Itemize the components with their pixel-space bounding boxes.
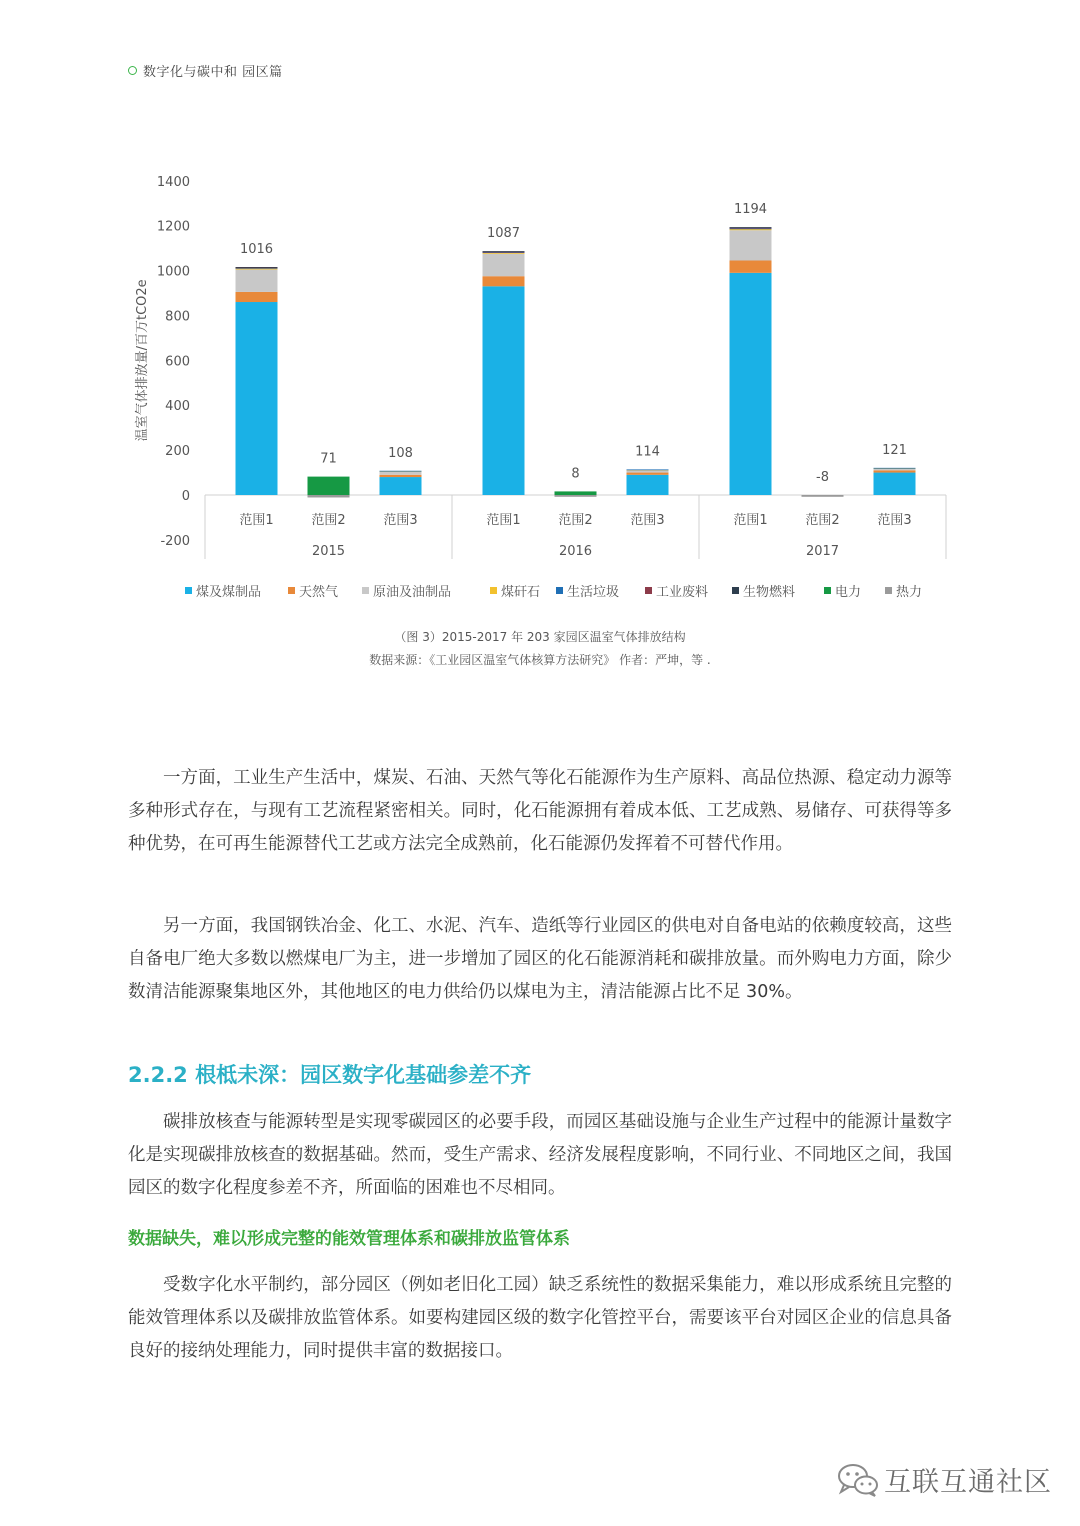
y-tick-label: 800 — [165, 309, 190, 325]
y-tick-label: 1400 — [156, 174, 190, 190]
bar-segment-2017-范围3-天然气 — [874, 470, 916, 472]
bar-segment-2015-范围3-原油及油制品 — [380, 472, 422, 475]
figure-source: 数据来源：《工业园区温室气体核算方法研究》 作者：严坤，等 . — [369, 653, 711, 667]
bar-segment-2015-范围1-生物燃料 — [236, 267, 278, 268]
bar-total-label: 1016 — [239, 242, 274, 258]
legend-swatch — [362, 587, 369, 594]
bar-segment-2015-范围1-原油及油制品 — [236, 269, 278, 291]
bar-segment-2017-范围1-煤矸石 — [730, 229, 772, 230]
bar-total-label: 114 — [635, 444, 660, 460]
x-category-label: 范围2 — [311, 513, 346, 528]
bar-segment-2016-范围2-电力 — [555, 491, 597, 495]
bar-segment-2017-范围2-热力 — [802, 495, 844, 497]
figure-caption: （图 3）2015-2017 年 203 家园区温室气体排放结构 — [394, 630, 686, 644]
bar-total-label: 121 — [882, 442, 907, 458]
bar-total-label: 108 — [388, 445, 413, 461]
y-tick-label: 200 — [165, 444, 190, 460]
bar-segment-2017-范围1-原油及油制品 — [730, 230, 772, 260]
bar-segment-2017-范围1-生物燃料 — [730, 227, 772, 228]
circle-bullet-icon — [128, 66, 137, 75]
bar-segment-2015-范围3-生活垃圾 — [380, 471, 422, 472]
section-title: 2.2.2 根柢未深：园区数字化基础参差不齐 — [128, 1063, 532, 1087]
paragraph-3: 碳排放核查与能源转型是实现零碳园区的必要手段，而园区基础设施与企业生产过程中的能源计量数字化是实现碳排放核查的数据基础。然而，受生产需求、经济发展程度影响，不同行业、不同地区之间，我国园区的数字化程度参差不齐，所面临的困难也不尽相同。 — [128, 1112, 952, 1198]
legend-label: 煤矸石 — [501, 585, 541, 600]
bar-total-label: 1194 — [733, 202, 768, 218]
header-title: 数字化与碳中和 园区篇 — [143, 64, 283, 80]
legend-label: 工业废料 — [656, 585, 709, 600]
bar-segment-2015-范围3-天然气 — [380, 475, 422, 477]
x-category-label: 范围3 — [877, 513, 912, 528]
bar-total-label: 8 — [571, 466, 580, 482]
bar-segment-2015-范围2-电力 — [308, 477, 350, 495]
legend-label: 生活垃圾 — [567, 585, 620, 600]
bar-segment-2017-范围1-天然气 — [730, 261, 772, 273]
y-tick-label: 600 — [165, 354, 190, 370]
bar-segment-2015-范围2-热力 — [308, 495, 350, 497]
bar-segment-2016-范围3-原油及油制品 — [627, 470, 669, 472]
bar-segment-2016-范围1-原油及油制品 — [483, 254, 525, 276]
bar-segment-2016-范围1-天然气 — [483, 276, 525, 286]
paragraph-1: 一方面，工业生产生活中，煤炭、石油、天然气等化石能源作为生产原料、高品位热源、稳定动力源等多种形式存在，与现有工艺流程紧密相关。同时，化石能源拥有着成本低、工艺成熟、易储存、可获得等多种优势，在可再生能源替代工艺或方法完全成熟前，化石能源仍发挥着不可替代作用。 — [128, 768, 952, 854]
legend-label: 生物燃料 — [743, 585, 796, 600]
page-header — [128, 60, 283, 80]
bar-segment-2016-范围3-生活垃圾 — [627, 469, 669, 470]
paragraph-4: 受数字化水平制约，部分园区（例如老旧化工园）缺乏系统性的数据采集能力，难以形成系统且完整的能效管理体系以及碳排放监管体系。如要构建园区级的数字化管控平台，需要该平台对园区企业的信息具备良好的接纳处理能力，同时提供丰富的数据接口。 — [128, 1275, 952, 1361]
y-axis-label: 温室气体排放量/百万tCO2e — [135, 279, 150, 442]
legend-swatch — [885, 587, 892, 594]
bar-total-label: -8 — [816, 470, 829, 485]
legend-label: 原油及油制品 — [373, 585, 452, 600]
bar-total-label: 71 — [320, 451, 337, 467]
bar-segment-2017-范围1-煤及煤制品 — [730, 273, 772, 495]
x-group-label: 2015 — [311, 544, 346, 559]
emissions-chart — [120, 165, 970, 615]
x-category-label: 范围3 — [630, 513, 665, 528]
legend-swatch — [732, 587, 739, 594]
y-tick-label: 400 — [165, 399, 190, 415]
legend-label: 天然气 — [299, 585, 339, 600]
y-tick-label: 0 — [181, 489, 190, 504]
x-category-label: 范围1 — [486, 513, 521, 528]
legend-swatch — [645, 587, 652, 594]
legend-swatch — [490, 587, 497, 594]
x-category-label: 范围3 — [383, 513, 418, 528]
bar-segment-2016-范围3-天然气 — [627, 473, 669, 475]
bar-segment-2016-范围3-煤及煤制品 — [627, 475, 669, 495]
legend-swatch — [185, 587, 192, 594]
wechat-icon — [836, 1462, 880, 1498]
x-category-label: 范围1 — [239, 513, 274, 528]
y-tick-label: 1000 — [156, 264, 190, 280]
bar-segment-2015-范围1-天然气 — [236, 292, 278, 302]
paragraph-2: 另一方面，我国钢铁冶金、化工、水泥、汽车、造纸等行业园区的供电对自备电站的依赖度较高，这些自备电厂绝大多数以燃煤电厂为主，进一步增加了园区的化石能源消耗和碳排放量。而外购电力方面，除少数清洁能源聚集地区外，其他地区的电力供给仍以煤电为主，清洁能源占比不足 30%。 — [128, 916, 952, 1002]
watermark — [836, 1460, 1052, 1499]
legend-swatch — [824, 587, 831, 594]
bar-segment-2015-范围1-煤及煤制品 — [236, 302, 278, 495]
y-tick-label: -200 — [160, 533, 190, 549]
watermark-text: 互联互通社区 — [884, 1467, 1052, 1498]
x-category-label: 范围2 — [558, 513, 593, 528]
bar-segment-2015-范围3-煤及煤制品 — [380, 477, 422, 495]
legend-label: 热力 — [896, 585, 923, 600]
legend-label: 煤及煤制品 — [196, 585, 262, 600]
bar-segment-2017-范围3-煤及煤制品 — [874, 473, 916, 495]
x-group-label: 2017 — [805, 544, 840, 559]
subsection-title: 数据缺失，难以形成完整的能效管理体系和碳排放监管体系 — [128, 1229, 570, 1249]
legend-label: 电力 — [835, 585, 862, 600]
bar-segment-2016-范围2-热力 — [555, 495, 597, 497]
legend-swatch — [288, 587, 295, 594]
bar-segment-2017-范围3-生活垃圾 — [874, 468, 916, 469]
legend-swatch — [556, 587, 563, 594]
bar-segment-2016-范围1-生物燃料 — [483, 251, 525, 252]
x-category-label: 范围1 — [733, 513, 768, 528]
x-group-label: 2016 — [558, 544, 593, 559]
y-tick-label: 1200 — [156, 219, 190, 235]
bar-total-label: 1087 — [486, 226, 521, 242]
x-category-label: 范围2 — [805, 513, 840, 528]
bar-segment-2016-范围1-煤及煤制品 — [483, 286, 525, 495]
